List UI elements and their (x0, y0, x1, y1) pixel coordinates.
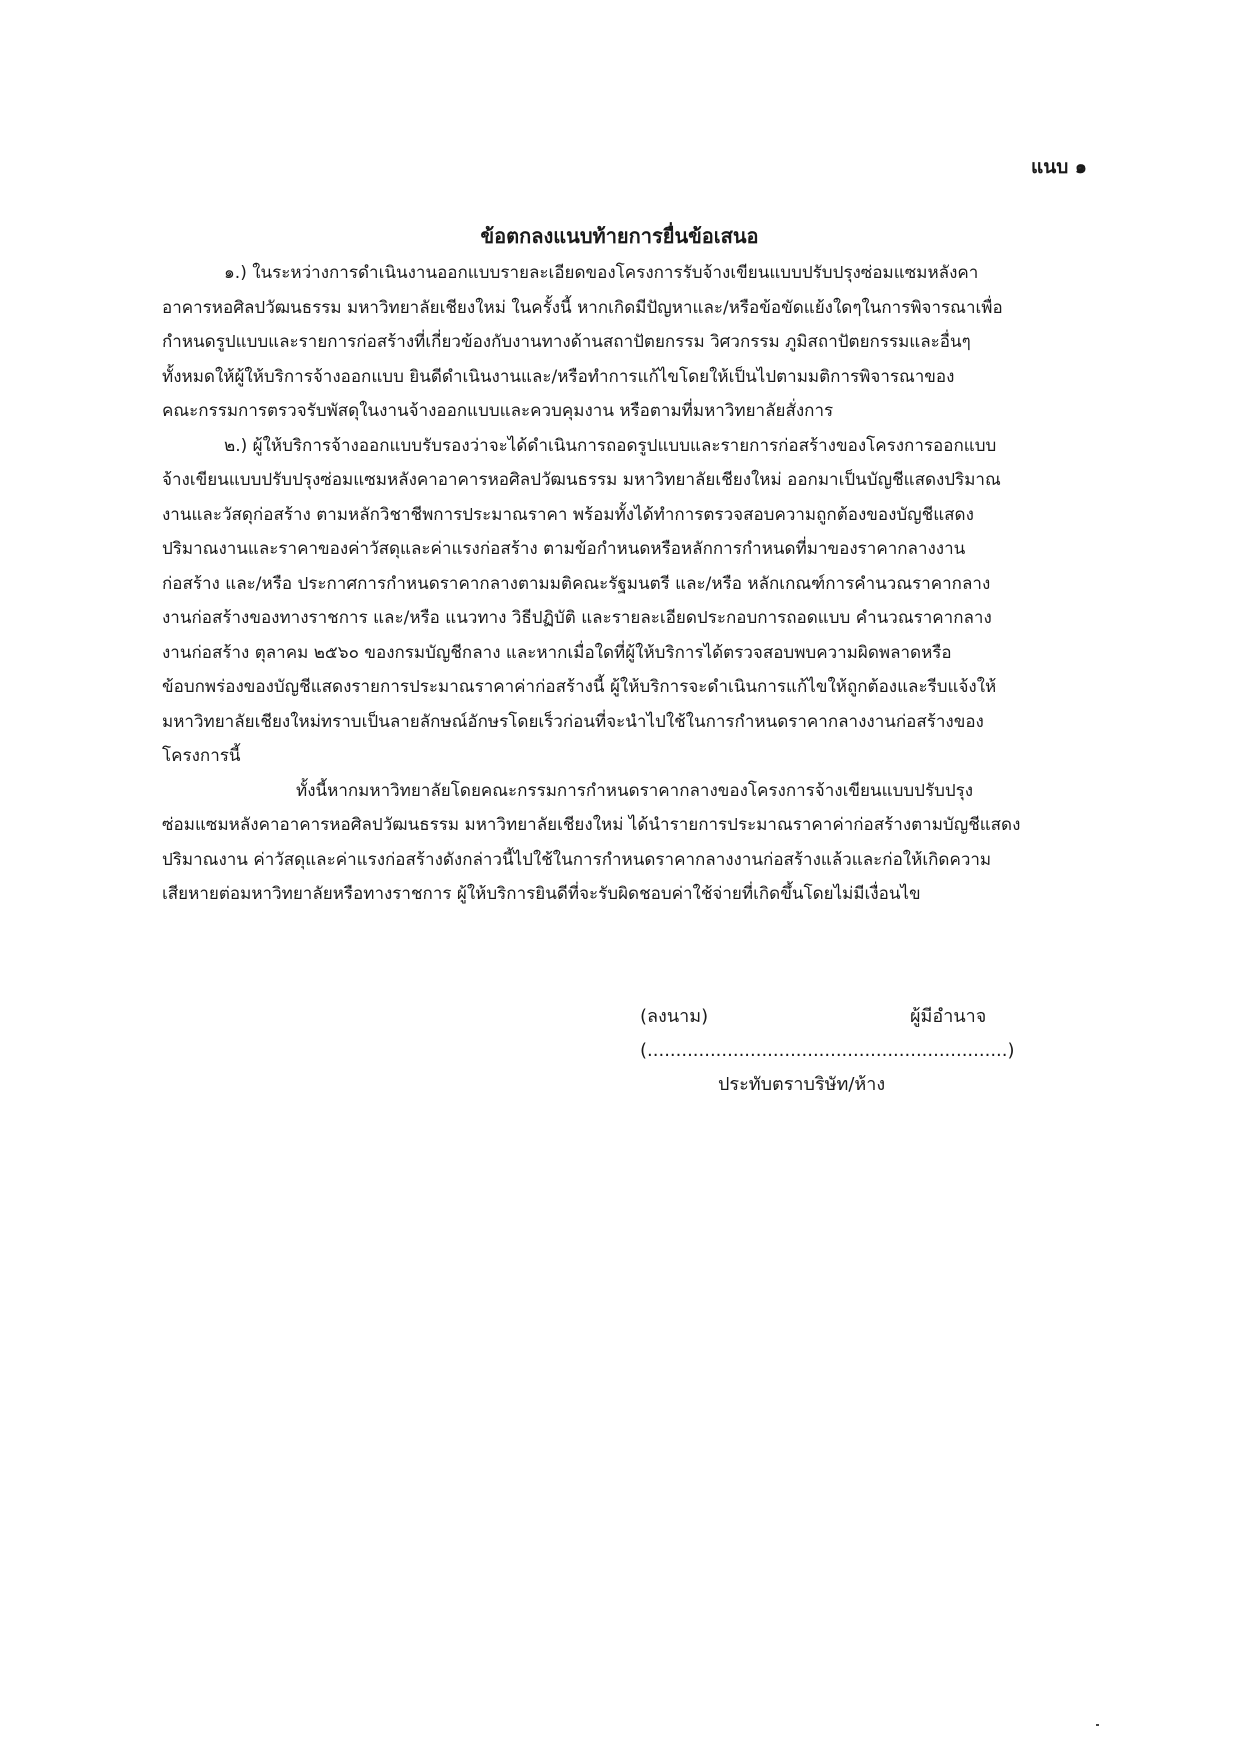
paragraph-line: ซ่อมแซมหลังคาอาคารหอศิลปวัฒนธรรม มหาวิทยาลัยเชียงใหม่ ได้นำรายการประมาณราคาค่าก่อสร้างตามบัญชีแสดง (162, 815, 1021, 835)
paragraph-line: เสียหายต่อมหาวิทยาลัยหรือทางราชการ ผู้ให้บริการยินดีที่จะรับผิดชอบค่าใช้จ่ายที่เกิดขึ้นโดยไม่มีเงื่อนไข (162, 884, 921, 904)
document-title: ข้อตกลงแนบท้ายการยื่นข้อเสนอ (480, 224, 759, 248)
signature-row (640, 1000, 1020, 1034)
paragraph-line: จ้างเขียนแบบปรับปรุงซ่อมแซมหลังคาอาคารหอศิลปวัฒนธรรม มหาวิทยาลัยเชียงใหม่ ออกมาเป็นบัญชีแสดงปริมาณ (162, 470, 1001, 490)
paragraph-line: งานก่อสร้างของทางราชการ และ/หรือ แนวทาง วิธีปฏิบัติ และรายละเอียดประกอบการถอดแบบ คำนวณราคากลาง (162, 608, 992, 628)
paragraph-line: งานก่อสร้าง ตุลาคม ๒๕๖๐ ของกรมบัญชีกลาง และหากเมื่อใดที่ผู้ให้บริการได้ตรวจสอบพบความผิดพลาดหรือ (162, 642, 952, 663)
paragraph-line: กำหนดรูปแบบและรายการก่อสร้างที่เกี่ยวข้องกับงานทางด้านสถาปัตยกรรม วิศวกรรม ภูมิสถาปัตยกรรมและอื่นๆ (162, 332, 971, 352)
paragraph-line: คณะกรรมการตรวจรับพัสดุในงานจ้างออกแบบและควบคุมงาน หรือตามที่มหาวิทยาลัยสั่งการ (162, 401, 834, 421)
paragraph-line: ๑.) ในระหว่างการดำเนินงานออกแบบรายละเอียดของโครงการรับจ้างเขียนแบบปรับปรุงซ่อมแซมหลังคา (224, 263, 979, 283)
scan-mark (1096, 1724, 1099, 1726)
sign-label: (ลงนาม) (640, 1006, 709, 1027)
paragraph-1 (162, 256, 1092, 429)
paragraph-line: ก่อสร้าง และ/หรือ ประกาศการกำหนดราคากลางตามมติคณะรัฐมนตรี และ/หรือ หลักเกณฑ์การคำนวณราคากลาง (162, 573, 991, 594)
company-stamp-label: ประทับตราบริษัท/ห้าง (718, 1074, 886, 1095)
paragraph-line: มหาวิทยาลัยเชียงใหม่ทราบเป็นลายลักษณ์อักษรโดยเร็วก่อนที่จะนำไปใช้ในการกำหนดราคากลางงานก่อสร้างของ (162, 711, 984, 732)
paragraph-line: โครงการนี้ (162, 746, 241, 766)
paragraph-line: ๒.) ผู้ให้บริการจ้างออกแบบรับรองว่าจะได้ดำเนินการถอดรูปแบบและรายการก่อสร้างของโครงการออกแบบ (224, 435, 997, 456)
signature-name-line: (...............................................................) (640, 1040, 1015, 1061)
paragraph-line: ปริมาณงาน ค่าวัสดุและค่าแรงก่อสร้างดังกล่าวนี้ไปใช้ในการกำหนดราคากลางงานก่อสร้างแล้วและก่อให้เกิดความ (162, 849, 992, 870)
paragraph-line: อาคารหอศิลปวัฒนธรรม มหาวิทยาลัยเชียงใหม่ ในครั้งนี้ หากเกิดมีปัญหาและ/หรือข้อขัดแย้งใดๆในการพิจารณาเพื่อ (162, 297, 1003, 318)
paragraph-line: ทั้งนี้หากมหาวิทยาลัยโดยคณะกรรมการกำหนดราคากลางของโครงการจ้างเขียนแบบปรับปรุง (296, 780, 974, 801)
paragraph-line: ปริมาณงานและราคาของค่าวัสดุและค่าแรงก่อสร้าง ตามข้อกำหนดหรือหลักการกำหนดที่มาของราคากลางงาน (162, 539, 966, 559)
paragraph-3 (162, 774, 1092, 912)
paragraph-2 (162, 429, 1092, 774)
paragraph-line: งานและวัสดุก่อสร้าง ตามหลักวิชาชีพการประมาณราคา พร้อมทั้งได้ทำการตรวจสอบความถูกต้องของบัญชีแสดง (162, 504, 974, 525)
paragraph-line: ทั้งหมดให้ผู้ให้บริการจ้างออกแบบ ยินดีดำเนินงานและ/หรือทำการแก้ไขโดยให้เป็นไปตามมติการพิจารณาของ (162, 366, 955, 387)
signature-block (640, 1000, 1020, 1102)
authority-label: ผู้มีอำนาจ (910, 1006, 987, 1027)
attachment-label: แนบ ๑ (1031, 156, 1087, 178)
agreement-body (162, 256, 1092, 912)
paragraph-line: ข้อบกพร่องของบัญชีแสดงรายการประมาณราคาค่าก่อสร้างนี้ ผู้ให้บริการจะดำเนินการแก้ไขให้ถูกต้องและรีบแจ้งให้ (162, 677, 997, 697)
